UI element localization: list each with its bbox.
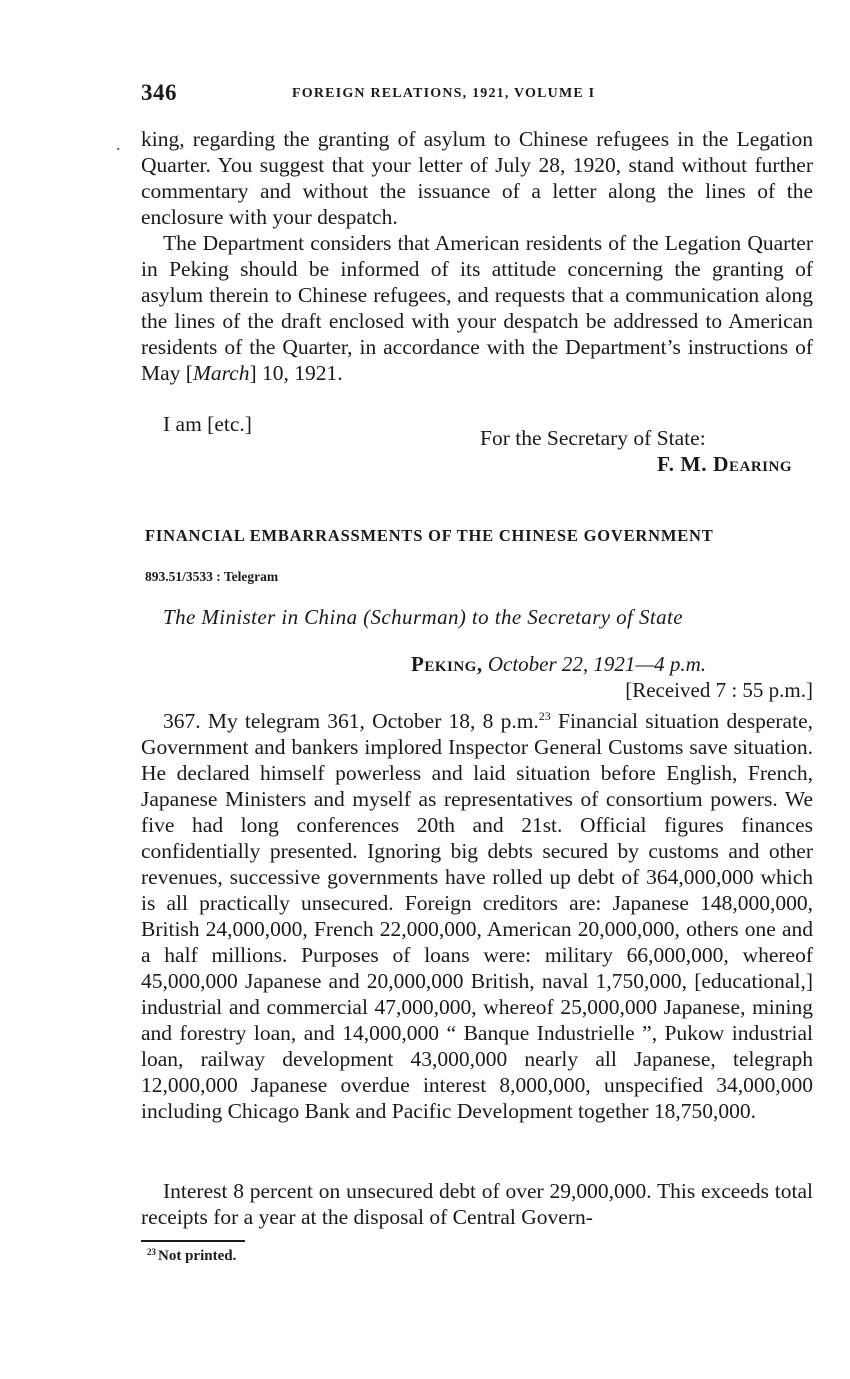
file-reference: 893.51/3533 : Telegram <box>145 569 279 584</box>
page-header <box>141 80 813 110</box>
dateline-place: Peking, <box>411 652 483 676</box>
margin-mark: . <box>116 134 121 154</box>
signature-line-1: For the Secretary of State: <box>480 426 706 450</box>
letter-paragraph-department <box>141 230 813 386</box>
signature-name: F. M. Dearing <box>657 452 792 476</box>
telegram-paragraph <box>141 708 813 1124</box>
page-number: 346 <box>141 80 177 105</box>
telegram-paragraph-interest: Interest 8 percent on unsecured debt of over 29,000,000. This exceeds total receipts for a year at the disposal of Central Govern- <box>141 1179 813 1229</box>
footnote-reference[interactable]: 23 <box>538 709 551 723</box>
footnote-text: Not printed. <box>158 1248 237 1264</box>
section-heading: FINANCIAL EMBARRASSMENTS OF THE CHINESE GOVERNMENT <box>145 526 714 545</box>
dateline <box>411 652 706 677</box>
footnote-divider <box>141 1240 245 1242</box>
document-title: The Minister in China (Schurman) to the Secretary of State <box>163 605 683 629</box>
letter-closing: I am [etc.] <box>163 412 252 436</box>
footnote-marker: 23 <box>147 1247 156 1257</box>
running-head: FOREIGN RELATIONS, 1921, VOLUME I <box>292 86 596 101</box>
telegram-opening: 367. My telegram 361, October 18, 8 p.m. <box>163 709 539 733</box>
dateline-date: October 22, 1921—4 p.m. <box>487 652 706 676</box>
letter-paragraph-department-part-b: ] 10, 1921. <box>249 361 343 385</box>
letter-paragraph-department-italic: March <box>192 361 250 385</box>
telegram-body: Financial situation desperate, Government and bankers implored Inspector General Customs save situation. He declared himself powerless and laid situation before English, French, Japanese Ministers and myself as representatives of consortium powers. We five had long conferences 20th and 21st. Official figures finances confidentially presented. Ignoring big debts secured by customs and other revenues, successive governments have rolled up debt of 364,000,000 which is all practically unsecured. Foreign creditors are: Japanese 148,000,000, British 24,000,000, French 22,000,000, American 20,000,000, others one and a half millions. Purposes of loans were: military 66,000,000, whereof 45,000,000 Japanese and 20,000,000 British, naval 1,750,000, [educational,] industrial and commercial 47,000,000, whereof 25,000,000 Japanese, mining and forestry loan, and 14,000,000 “ Banque Industrielle ”, Pukow industrial loan, railway development 43,000,000 nearly all Japanese, telegraph 12,000,000 Japanese overdue interest 8,000,000, unspecified 34,000,000 including Chicago Bank and Pacific Development together 18,750,000. <box>141 709 813 1123</box>
letter-paragraph-department-part-a: The Department considers that American residents of the Legation Quarter in Peking should be informed of its attitude concerning the granting of asylum therein to Chinese refugees, and requests that a communication along the lines of the draft enclosed with your despatch be addressed to American residents of the Quarter, in accordance with the Department’s instructions of May [ <box>141 231 813 385</box>
received-note: [Received 7 : 55 p.m.] <box>625 678 813 702</box>
letter-paragraph-continuation: king, regarding the granting of asylum to Chinese refugees in the Legation Quarter. You suggest that your letter of July 28, 1920, stand without further commentary and without the issuance of a letter along the lines of the enclosure with your despatch. <box>141 127 813 229</box>
footnote <box>147 1247 236 1265</box>
